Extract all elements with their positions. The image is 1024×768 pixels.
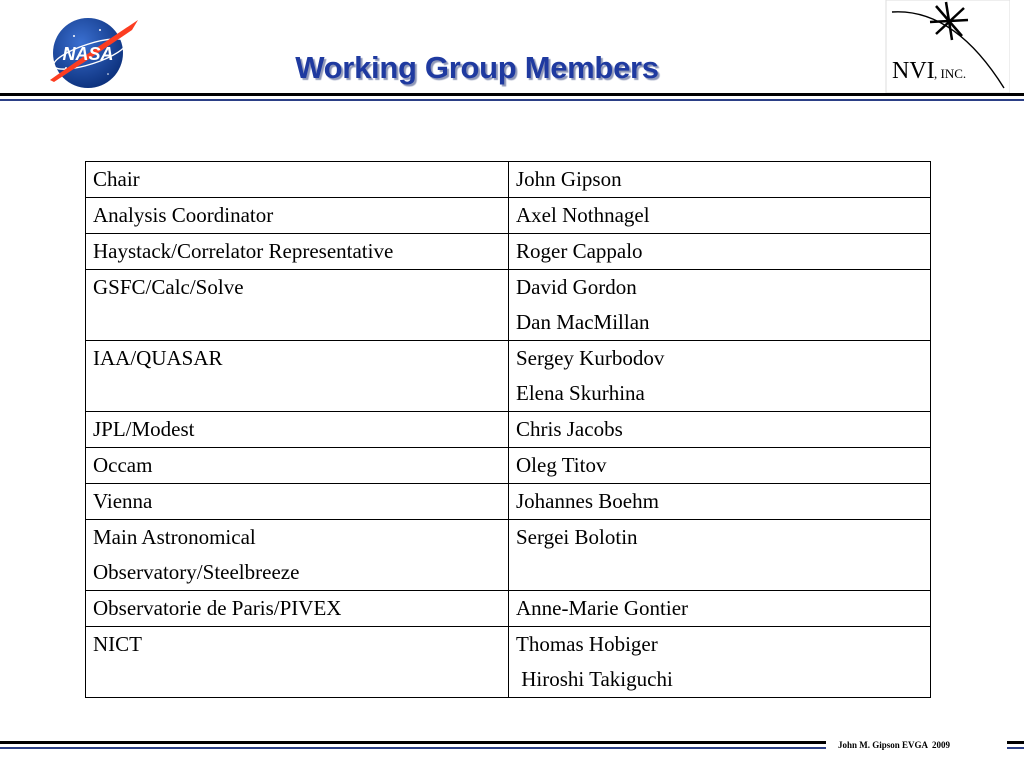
member-cell bbox=[509, 234, 931, 270]
svg-text:NASA: NASA bbox=[62, 44, 114, 64]
member-name: Sergey Kurbodov bbox=[516, 346, 665, 370]
member-cell bbox=[509, 270, 931, 341]
member-name: Chris Jacobs bbox=[516, 417, 623, 441]
table-row bbox=[86, 270, 931, 341]
role-text: Observatory/Steelbreeze bbox=[93, 560, 300, 584]
role-cell bbox=[86, 448, 509, 484]
header-divider bbox=[0, 93, 1024, 96]
table-row bbox=[86, 412, 931, 448]
member-cell bbox=[509, 520, 931, 591]
role-text: NICT bbox=[93, 632, 142, 656]
table-row bbox=[86, 234, 931, 270]
footer-credit: John M. Gipson EVGA 2009 bbox=[838, 740, 951, 750]
member-name: Johannes Boehm bbox=[516, 489, 659, 513]
role-text: Observatorie de Paris/PIVEX bbox=[93, 596, 342, 620]
svg-text:, INC.: , INC. bbox=[934, 66, 967, 81]
member-name: John Gipson bbox=[516, 167, 622, 191]
role-text: IAA/QUASAR bbox=[93, 346, 223, 370]
table-row bbox=[86, 341, 931, 412]
role-text: JPL/Modest bbox=[93, 417, 195, 441]
table-row bbox=[86, 162, 931, 198]
member-name: Roger Cappalo bbox=[516, 239, 643, 263]
member-cell bbox=[509, 627, 931, 698]
member-name: Anne-Marie Gontier bbox=[516, 596, 689, 620]
role-cell bbox=[86, 520, 509, 591]
role-cell bbox=[86, 627, 509, 698]
role-cell bbox=[86, 270, 509, 341]
footer-divider-blue bbox=[0, 747, 826, 749]
table-row bbox=[86, 627, 931, 698]
member-cell bbox=[509, 412, 931, 448]
footer-divider-right bbox=[1007, 741, 1024, 744]
footer-divider bbox=[0, 741, 826, 744]
member-cell bbox=[509, 591, 931, 627]
role-cell bbox=[86, 234, 509, 270]
role-text: Vienna bbox=[93, 489, 153, 513]
role-text: Chair bbox=[93, 167, 140, 191]
table-row bbox=[86, 591, 931, 627]
member-name: Axel Nothnagel bbox=[516, 203, 650, 227]
table-row bbox=[86, 448, 931, 484]
role-cell bbox=[86, 591, 509, 627]
member-cell bbox=[509, 484, 931, 520]
member-name: Elena Skurhina bbox=[516, 381, 645, 405]
member-name: Sergei Bolotin bbox=[516, 525, 638, 549]
table-row bbox=[86, 520, 931, 591]
member-cell bbox=[509, 341, 931, 412]
role-cell bbox=[86, 162, 509, 198]
member-name: Thomas Hobiger bbox=[516, 632, 658, 656]
footer-divider-right-blue bbox=[1007, 747, 1024, 749]
member-cell bbox=[509, 448, 931, 484]
member-cell bbox=[509, 162, 931, 198]
nvi-logo bbox=[884, 0, 1010, 95]
role-cell bbox=[86, 341, 509, 412]
member-name: Oleg Titov bbox=[516, 453, 607, 477]
table-row bbox=[86, 198, 931, 234]
member-name: David Gordon bbox=[516, 275, 637, 299]
member-name: Hiroshi Takiguchi bbox=[516, 667, 673, 691]
svg-text:NVI: NVI bbox=[892, 58, 935, 84]
role-text: Occam bbox=[93, 453, 153, 477]
member-name: Dan MacMillan bbox=[516, 310, 650, 334]
members-table bbox=[85, 161, 931, 698]
role-text: Analysis Coordinator bbox=[93, 203, 274, 227]
role-text: Main Astronomical bbox=[93, 525, 256, 549]
role-cell bbox=[86, 198, 509, 234]
member-cell bbox=[509, 198, 931, 234]
header-divider-blue bbox=[0, 99, 1024, 101]
table-row bbox=[86, 484, 931, 520]
role-cell bbox=[86, 412, 509, 448]
page-title: Working Group Members bbox=[295, 50, 659, 85]
role-cell bbox=[86, 484, 509, 520]
role-text: Haystack/Correlator Representative bbox=[93, 239, 394, 263]
role-text: GSFC/Calc/Solve bbox=[93, 275, 244, 299]
